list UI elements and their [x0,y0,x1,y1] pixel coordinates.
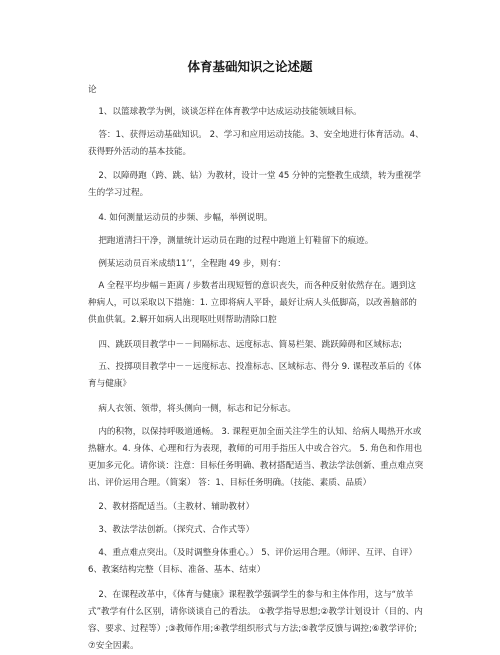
answer-item-4-6: 4、重点难点突出。（及时调整身体重心。） 5、评价运用合理。（师评、互评、自评） 6、教案结构完整（目标、准备、基本、结束） [88,548,418,575]
answer-1: 答：1、获得运动基础知识。 2、学习和应用运动技能。3、安全地进行体育活动。4、获得野外活动的基本技能。 [88,130,424,157]
answer-item-2: 2、教材搭配适当。（主教材、辅助教材） [98,502,255,512]
document-title: 体育基础知识之论述题 [187,59,313,74]
paragraph-jump: 四、跳跃项目教学中－－间隔标志、远度标志、简易栏架、跳跃障碍和区域标志; [98,340,402,350]
paragraph-throw: 五、投掷项目教学中－－远度标志、投准标志、区域标志、得分 9. 课程改革后的《体育与健康》 [88,362,422,389]
paragraph-airway: 内的积物，以保持呼吸道通畅。 3. 课程更加全面关注学生的认知、给病人喝热开水或热糖水。4. 身体、心理和行为表现，教师的可用手指压人中或合谷穴。 5. 角色和作用也更加多元化。请你谈：注意：目标任务明确、教材搭配适当、教法学法创新、重点难点突出、评价运用合理。（简案） 答：1、目标任务明确。（技能、素质、品质） [88,427,424,488]
section-heading: 论 [88,85,97,95]
answer-item-3: 3、教法学法创新。（探究式、合作式等） [98,525,255,535]
paragraph-collar: 病人衣领、领带，将头侧向一侧，标志和记分标志。 [98,404,296,414]
question-2: 2、以障碍跑（跨、跳、钻）为教材，设计一堂 45 分钟的完整教生成绩，转为重视学生的学习过程。 [88,171,421,198]
answer-4: 把跑道清扫干净，测量统计运动员在跑的过程中跑道上钉鞋留下的痕迹。 [98,236,374,246]
question-4: 4. 如何测量运动员的步频、步幅，举例说明。 [98,213,273,223]
question-reform: 2、在课程改革中，《体育与健康》课程教学强调学生的参与和主体作用，这与“放羊式”教学有什么区别，请你谈谈自己的看法。 ①教学指导思想;②教学计划设计（目的、内容、要求、过程等）;③教师作用;④教学组织形式与方法;⑤教学反馈与调控;⑥教学评价;⑦安全因素。 [88,590,423,651]
question-1: 1、以篮球教学为例，谈谈怎样在体育教学中达成运动技能领域目标。 [98,107,362,117]
paragraph-a: A 全程平均步幅＝距离 / 步数者出现短暂的意识丧失，而各种反射依然存在。遇到这种病人，可以采取以下措施：1. 立即将病人平卧，最好让病人头低脚高，以改善脑部的供血供氧。2.解开如病人出现呕吐则帮助清除口腔 [88,281,417,325]
example-line: 例某运动员百米成绩11’’，全程跑 49 步，则有： [98,259,286,269]
